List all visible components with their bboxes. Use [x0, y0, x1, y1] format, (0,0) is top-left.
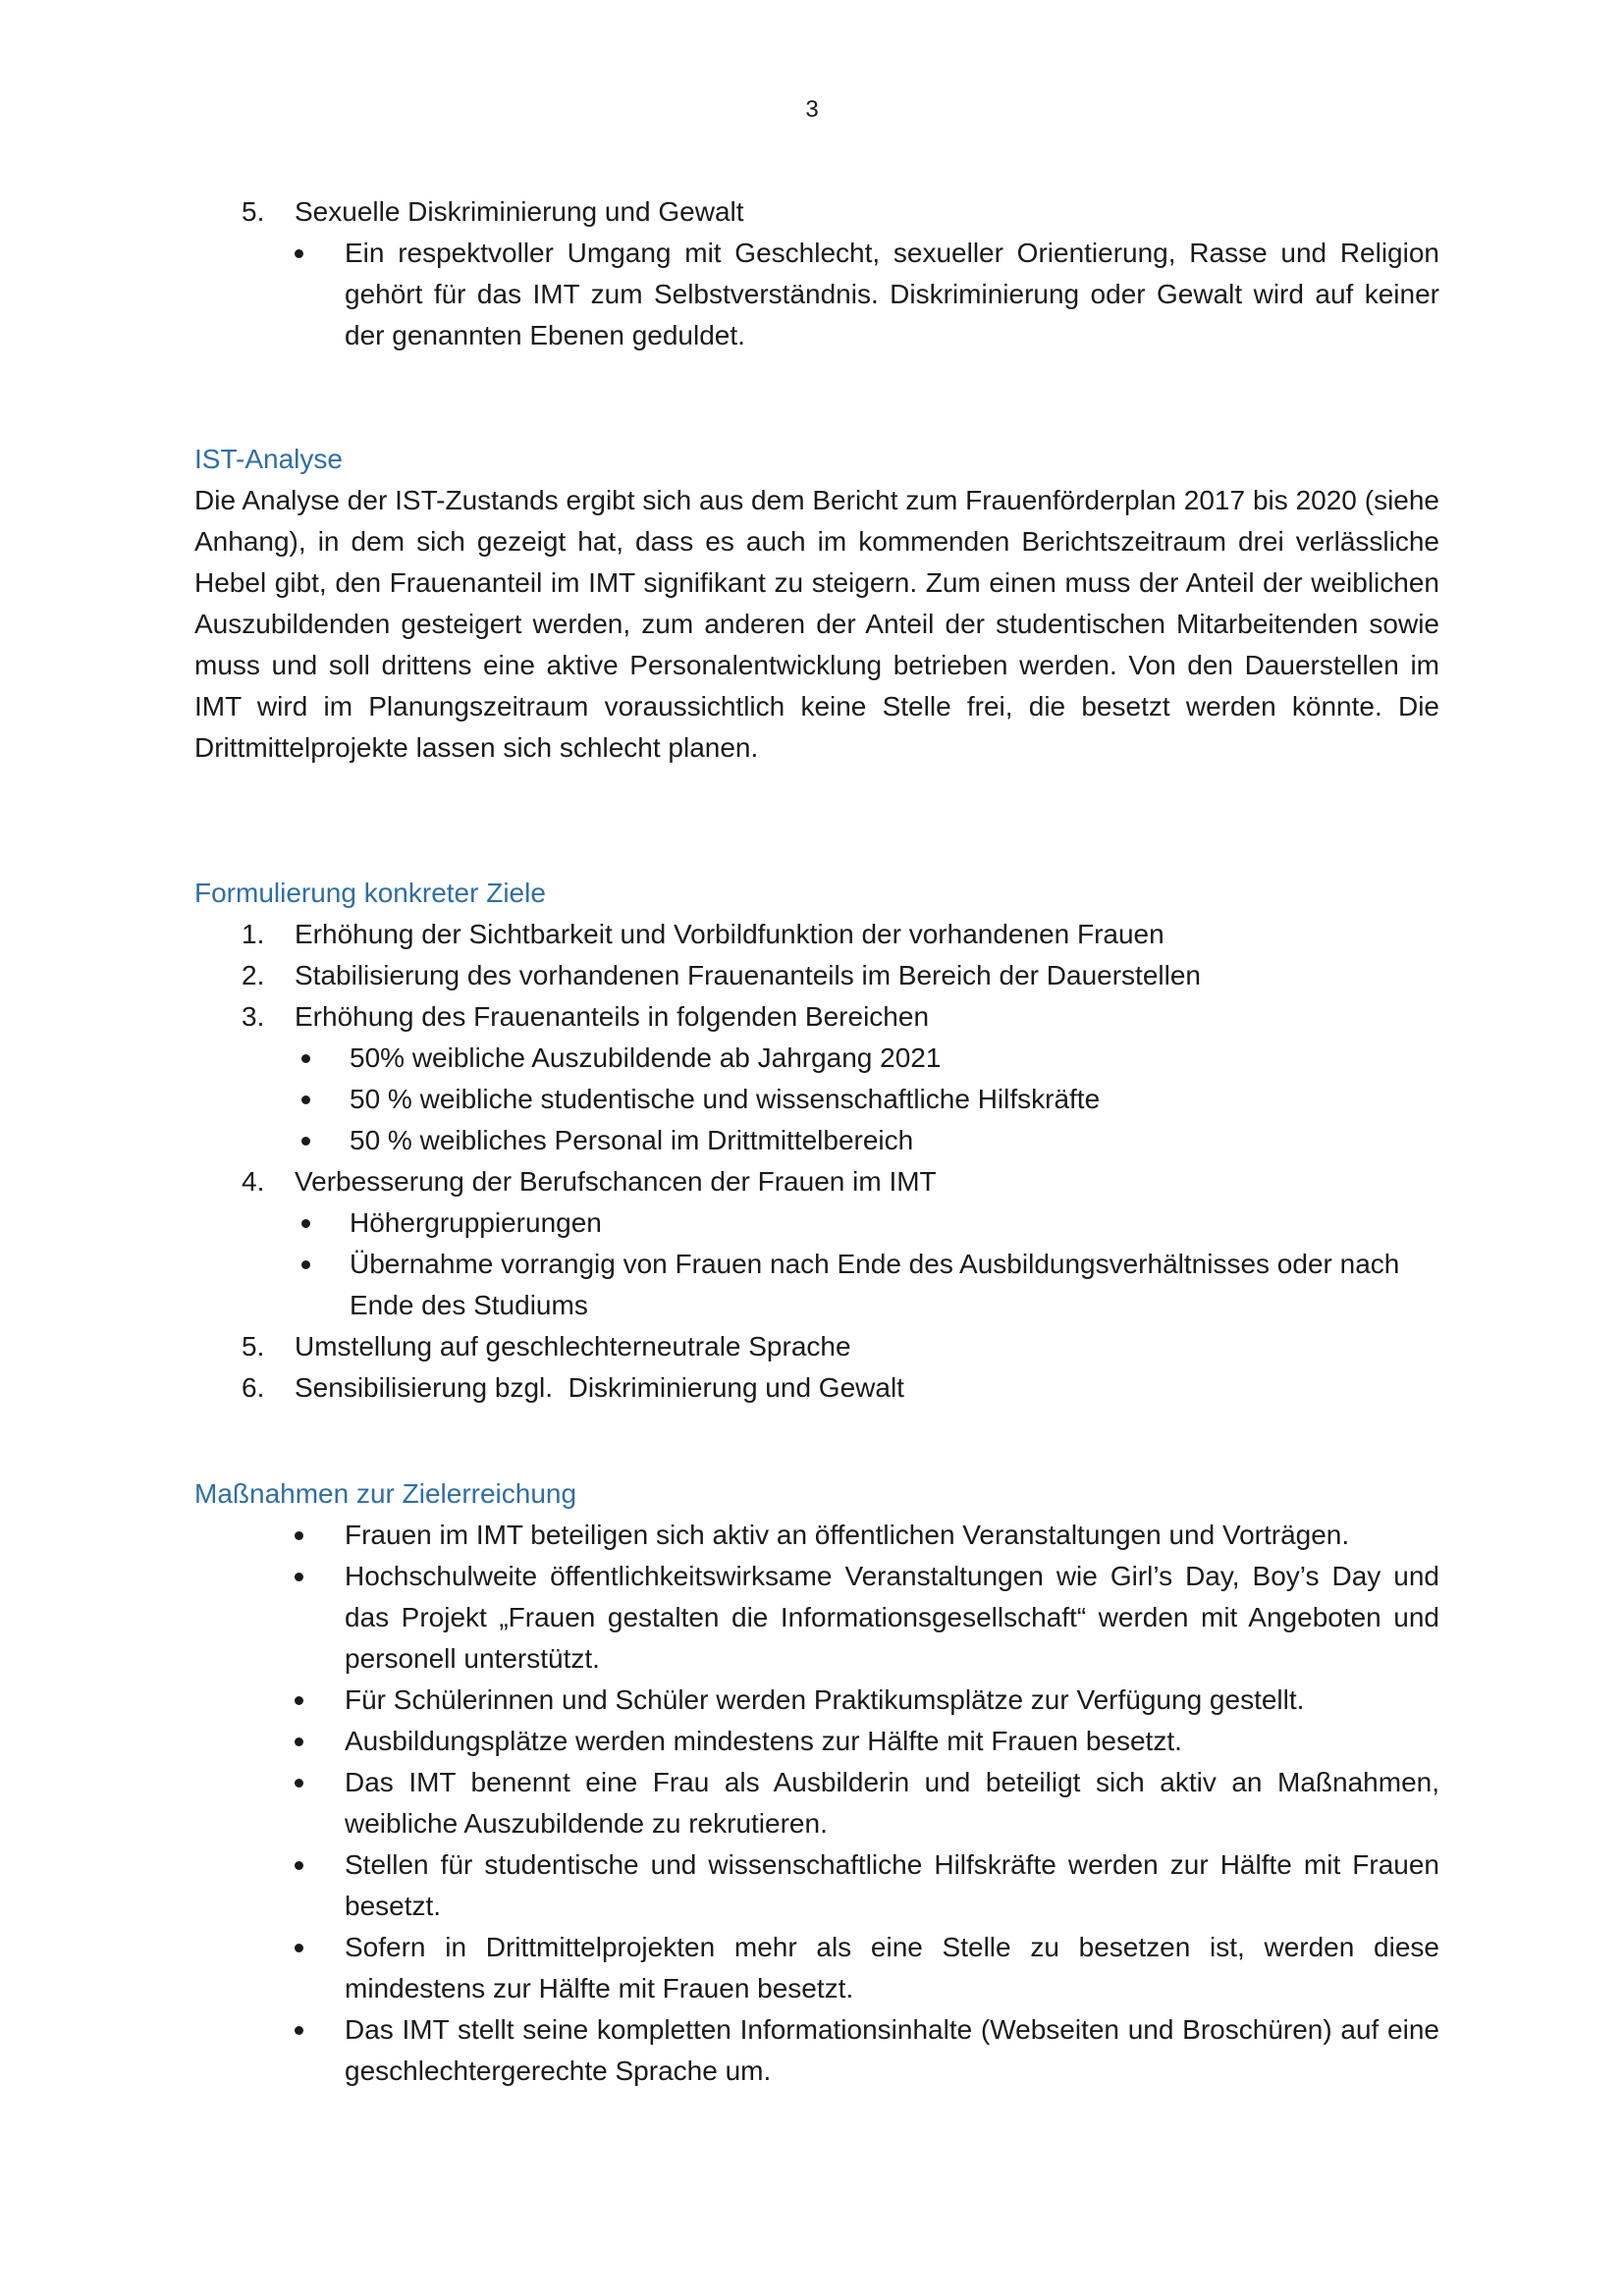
bullet-icon: [301, 1260, 310, 1269]
bullet-icon: [301, 1137, 310, 1146]
intro-list-bullet: [194, 233, 1439, 356]
bullet-text: Ausbildungsplätze werden mindestens zur Hälfte mit Frauen besetzt.: [345, 1726, 1182, 1756]
heading-ziele: Formulierung konkreter Ziele: [194, 878, 546, 908]
massnahmen-bullet: [194, 1762, 1439, 1844]
ziele-item-3-bullet: [194, 1079, 1439, 1120]
bullet-text: 50 % weibliche studentische und wissenschaftliche Hilfskräfte: [350, 1084, 1101, 1114]
list-number: 5.: [242, 196, 265, 227]
list-number: 6.: [242, 1372, 265, 1403]
ziele-item-1: [194, 914, 1439, 955]
ziele-item-4-bullet: [194, 1202, 1439, 1244]
bullet-text: Ein respektvoller Umgang mit Geschlecht, sexueller Orientierung, Rasse und Religion gehört für das IMT zum Selbstverständnis. Diskriminierung oder Gewalt wird auf keiner der genannten Ebenen geduldet.: [345, 238, 1439, 350]
bullet-text: Das IMT stellt seine kompletten Informationsinhalte (Webseiten und Broschüren) auf eine geschlechtergerechte Sprache um.: [345, 2014, 1439, 2086]
list-item-text: Sensibilisierung bzgl. Diskriminierung und Gewalt: [295, 1372, 904, 1403]
bullet-text: 50 % weibliches Personal im Drittmittelbereich: [350, 1125, 914, 1155]
ziele-item-4: [194, 1161, 1439, 1202]
bullet-text: Sofern in Drittmittelprojekten mehr als eine Stelle zu besetzen ist, werden diese mindestens zur Hälfte mit Frauen besetzt.: [345, 1932, 1439, 2003]
list-item-text: Erhöhung der Sichtbarkeit und Vorbildfunktion der vorhandenen Frauen: [295, 919, 1164, 949]
bullet-icon: [301, 1219, 310, 1228]
bullet-icon: [295, 1779, 303, 1788]
bullet-icon: [295, 1573, 303, 1581]
massnahmen-bullet: [194, 1515, 1439, 1556]
bullet-icon: [301, 1095, 310, 1104]
bullet-icon: [295, 249, 303, 258]
ziele-item-3: [194, 996, 1439, 1038]
bullet-icon: [301, 1054, 310, 1063]
bullet-icon: [295, 1861, 303, 1870]
bullet-text: Frauen im IMT beteiligen sich aktiv an öffentlichen Veranstaltungen und Vorträgen.: [345, 1520, 1350, 1550]
bullet-text: Übernahme vorrangig von Frauen nach Ende des Ausbildungsverhältnisses oder nach Ende des Studiums: [350, 1249, 1400, 1320]
list-number: 1.: [242, 919, 265, 949]
paragraph-ist-analyse: Die Analyse der IST-Zustands ergibt sich aus dem Bericht zum Frauenförderplan 2017 bis 2020 (siehe Anhang), in dem sich gezeigt hat, dass es auch im kommenden Berichtszeitraum drei verlässliche Hebel gibt, den Frauenanteil im IMT signifikant zu steigern. Zum einen muss der Anteil der weiblichen Auszubildenden gesteigert werden, zum anderen der Anteil der studentischen Mitarbeitenden sowie muss und soll drittens eine aktive Personalentwicklung betrieben werden. Von den Dauerstellen im IMT wird im Planungszeitraum voraussichtlich keine Stelle frei, die besetzt werden könnte. Die Drittmittelprojekte lassen sich schlecht planen.: [194, 485, 1439, 763]
list-number: 2.: [242, 960, 265, 990]
page-content: [194, 191, 1439, 2092]
bullet-icon: [295, 1696, 303, 1705]
bullet-icon: [295, 2026, 303, 2035]
bullet-icon: [295, 1737, 303, 1746]
list-item-text: Verbesserung der Berufschancen der Frauen im IMT: [295, 1166, 937, 1197]
massnahmen-list: [194, 1515, 1439, 2092]
list-item-text: Erhöhung des Frauenanteils in folgenden Bereichen: [295, 1001, 930, 1032]
ziele-item-5: [194, 1326, 1439, 1367]
bullet-text: Das IMT benennt eine Frau als Ausbilderin und beteiligt sich aktiv an Maßnahmen, weibliche Auszubildende zu rekrutieren.: [345, 1767, 1439, 1839]
massnahmen-bullet: [194, 1556, 1439, 1680]
list-number: 5.: [242, 1331, 265, 1362]
bullet-icon: [295, 1944, 303, 1952]
ziele-item-4-bullet: [194, 1244, 1439, 1326]
list-item-text: Stabilisierung des vorhandenen Frauenanteils im Bereich der Dauerstellen: [295, 960, 1201, 990]
bullet-text: Für Schülerinnen und Schüler werden Praktikumsplätze zur Verfügung gestellt.: [345, 1684, 1305, 1715]
list-number: 3.: [242, 1001, 265, 1032]
massnahmen-bullet: [194, 2009, 1439, 2092]
massnahmen-bullet: [194, 1721, 1439, 1762]
bullet-text: Stellen für studentische und wissenschaftliche Hilfskräfte werden zur Hälfte mit Frauen besetzt.: [345, 1849, 1439, 1921]
intro-list-item-5: [194, 191, 1439, 233]
bullet-text: Höhergruppierungen: [350, 1207, 602, 1238]
bullet-icon: [295, 1531, 303, 1540]
massnahmen-bullet: [194, 1927, 1439, 2009]
massnahmen-bullet: [194, 1844, 1439, 1927]
bullet-text: Hochschulweite öffentlichkeitswirksame Veranstaltungen wie Girl’s Day, Boy’s Day und das Projekt „Frauen gestalten die Informationsgesellschaft“ werden mit Angeboten und personell unterstützt.: [345, 1561, 1439, 1674]
list-item-text: Umstellung auf geschlechterneutrale Sprache: [295, 1331, 851, 1362]
ziele-item-3-bullet: [194, 1120, 1439, 1161]
ziele-item-6: [194, 1367, 1439, 1409]
list-number: 4.: [242, 1166, 265, 1197]
ziele-item-2: [194, 955, 1439, 996]
heading-ist-analyse: IST-Analyse: [194, 444, 343, 474]
page-number: 3: [805, 96, 819, 123]
bullet-text: 50% weibliche Auszubildende ab Jahrgang 2021: [350, 1042, 942, 1073]
list-item-text: Sexuelle Diskriminierung und Gewalt: [295, 196, 744, 227]
ziele-item-3-bullet: [194, 1038, 1439, 1079]
heading-massnahmen: Maßnahmen zur Zielerreichung: [194, 1478, 577, 1509]
massnahmen-bullet: [194, 1680, 1439, 1721]
